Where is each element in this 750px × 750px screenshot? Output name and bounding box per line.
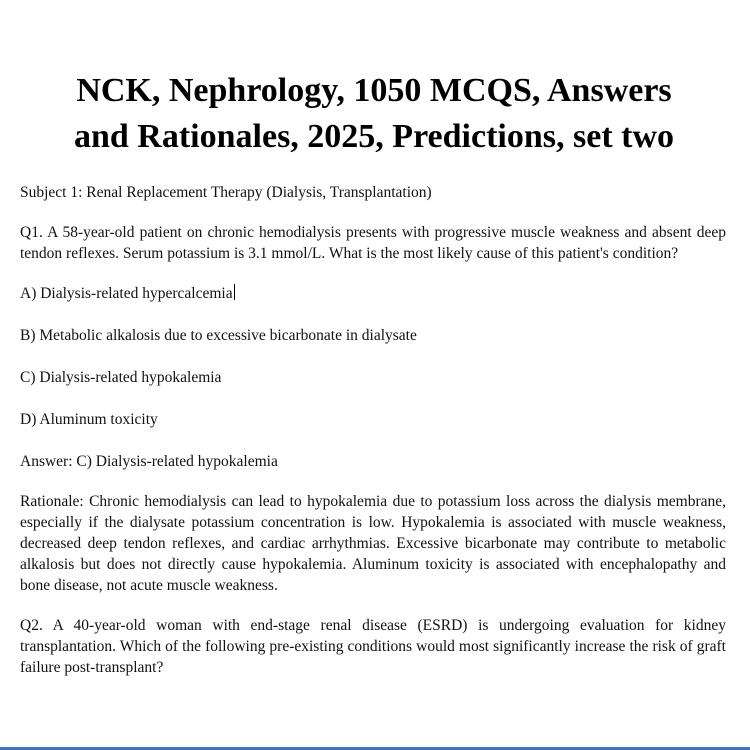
text-cursor: [234, 284, 235, 300]
question-1-option-c: C) Dialysis-related hypokalemia: [20, 369, 222, 386]
subject-heading: Subject 1: Renal Replacement Therapy (Dialysis, Transplantation): [20, 184, 432, 201]
question-2-stem: Q2. A 40-year-old woman with end-stage renal disease (ESRD) is undergoing evaluation for kidney transplantation. Which of the following pre-existing conditions would most significantly increase the risk of graft failure post-transplant?: [20, 617, 726, 676]
question-1-option-d: D) Aluminum toxicity: [20, 411, 158, 428]
document-body[interactable]: [20, 182, 726, 678]
question-1-stem: Q1. A 58-year-old patient on chronic hemodialysis presents with progressive muscle weakness and absent deep tendon reflexes. Serum potassium is 3.1 mmol/L. What is the most likely cause of this patient's condition?: [20, 224, 726, 262]
option-a-text: A) Dialysis-related hypercalcemia: [20, 285, 233, 302]
question-1-option-a[interactable]: [20, 283, 726, 304]
title-line-1: NCK, Nephrology, 1050 MCQS, Answers: [76, 72, 672, 109]
document-title: [20, 68, 728, 160]
question-1-option-b: B) Metabolic alkalosis due to excessive bicarbonate in dialysate: [20, 327, 417, 344]
title-line-2: and Rationales, 2025, Predictions, set two: [73, 118, 675, 155]
question-1-rationale: Rationale: Chronic hemodialysis can lead to hypokalemia due to potassium loss across the dialysis membrane, especially if the dialysate potassium concentration is low. Hypokalemia is associated with muscle weakness, decreased deep tendon reflexes, and cardiac arrhythmias. Excessive bicarbonate may contribute to metabolic alkalosis but does not directly cause hypokalemia. Aluminum toxicity is associated with encephalopathy and bone disease, not acute muscle weakness.: [20, 493, 726, 594]
question-1-answer: Answer: C) Dialysis-related hypokalemia: [20, 453, 278, 470]
